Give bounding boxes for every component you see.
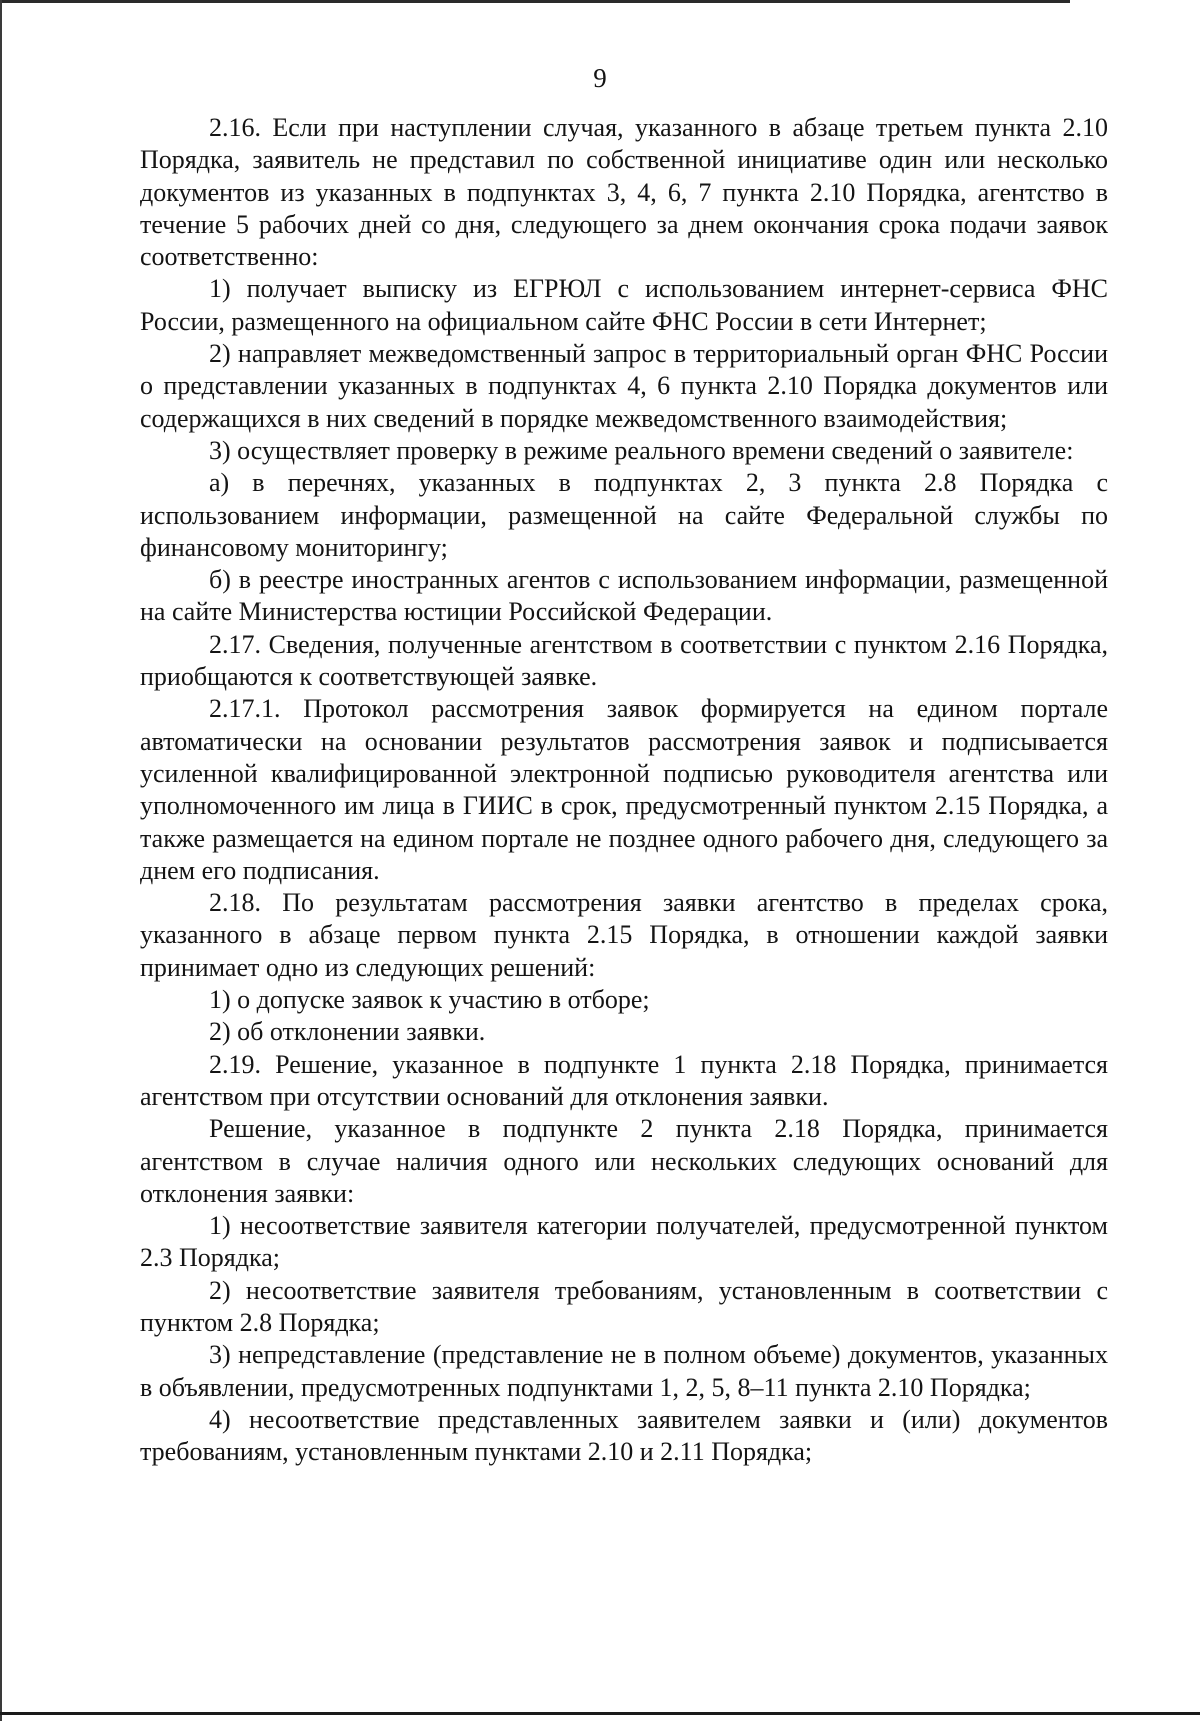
paragraph-2-19-second: Решение, указанное в подпункте 2 пункта 2.18 Порядка, принимается агентством в случае наличия одного или нескольких следующих оснований для отклонения заявки: [140, 1114, 1108, 1208]
paragraph-2-19: 2.19. Решение, указанное в подпункте 1 пункта 2.18 Порядка, принимается агентством при отсутствии оснований для отклонения заявки. [140, 1049, 1108, 1111]
paragraph-2-18: 2.18. По результатам рассмотрения заявки агентство в пределах срока, указанного в абзаце первом пункта 2.15 Порядка, в отношении каждой заявки принимает одно из следующих решений: [140, 888, 1108, 982]
paragraph-2-16: 2.16. Если при наступлении случая, указанного в абзаце третьем пункта 2.10 Порядка, заявитель не представил по собственной инициативе один или несколько документов из указанных в подпунктах 3, 4, 6, 7 пункта 2.10 Порядка, агентство в течение 5 рабочих дней со дня, следующего за днем окончания срока подачи заявок соответственно: [140, 113, 1108, 272]
scan-edge-top [0, 0, 1070, 3]
document-body [140, 112, 1108, 1468]
paragraph-2-16-item-3b: б) в реестре иностранных агентов с использованием информации, размещенной на сайте Министерства юстиции Российской Федерации. [140, 565, 1108, 627]
scan-edge-bottom [0, 1712, 1200, 1715]
scan-edge-left [0, 0, 2, 1721]
paragraph-2-19-item-2: 2) несоответствие заявителя требованиям, установленным в соответствии с пунктом 2.8 Порядка; [140, 1275, 1108, 1337]
paragraph-2-16-item-3: 3) осуществляет проверку в режиме реального времени сведений о заявителе: [209, 435, 1074, 465]
paragraph-2-16-item-3a: а) в перечнях, указанных в подпунктах 2, 3 пункта 2.8 Порядка с использованием информации, размещенной на сайте Федеральной службы по финансовому мониторингу; [140, 468, 1108, 562]
paragraph-2-18-item-1: 1) о допуске заявок к участию в отборе; [209, 985, 650, 1015]
paragraph-2-16-item-2: 2) направляет межведомственный запрос в территориальный орган ФНС России о представлении указанных в подпунктах 4, 6 пункта 2.10 Порядка документов или содержащихся в них сведений в порядке межведомственного взаимодействия; [140, 339, 1108, 433]
paragraph-2-19-item-4: 4) несоответствие представленных заявителем заявки и (или) документов требованиям, установленным пунктами 2.10 и 2.11 Порядка; [140, 1404, 1108, 1467]
paragraph-2-19-item-3: 3) непредставление (представление не в полном объеме) документов, указанных в объявлении, предусмотренных подпунктами 1, 2, 5, 8–11 пункта 2.10 Порядка; [140, 1340, 1108, 1402]
paragraph-2-18-item-2: 2) об отклонении заявки. [209, 1017, 486, 1047]
page-number: 9 [593, 63, 607, 93]
paragraph-2-16-item-1: 1) получает выписку из ЕГРЮЛ с использованием интернет-сервиса ФНС России, размещенного на официальном сайте ФНС России в сети Интернет; [140, 274, 1108, 336]
paragraph-2-17: 2.17. Сведения, полученные агентством в соответствии с пунктом 2.16 Порядка, приобщаются к соответствующей заявке. [140, 629, 1108, 692]
paragraph-2-17-1: 2.17.1. Протокол рассмотрения заявок формируется на едином портале автоматически на основании результатов рассмотрения заявок и подписывается усиленной квалифицированной электронной подписью руководителя агентства или уполномоченного им лица в ГИИС в срок, предусмотренный пунктом 2.15 Порядка, а также размещается на едином портале не позднее одного рабочего дня, следующего за днем его подписания. [140, 694, 1108, 885]
paragraph-2-19-item-1: 1) несоответствие заявителя категории получателей, предусмотренной пунктом 2.3 Порядка; [140, 1211, 1108, 1273]
